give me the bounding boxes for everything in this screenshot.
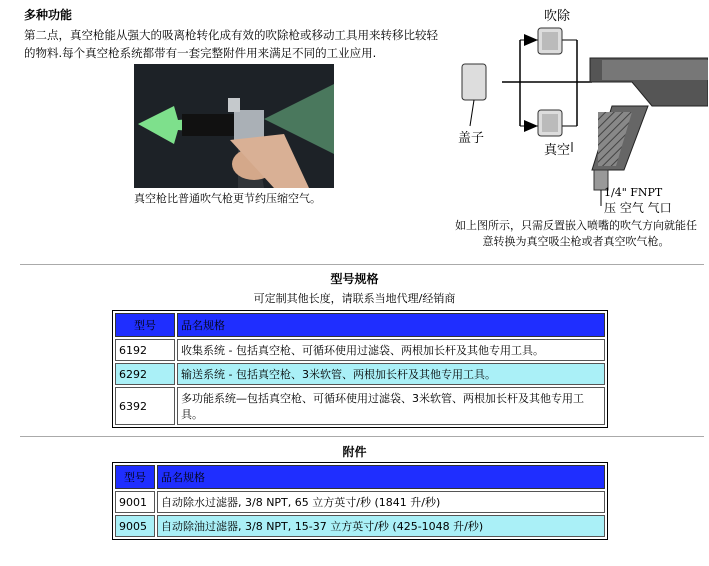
cell-model: 9005	[115, 515, 155, 537]
table-header-row	[115, 465, 605, 489]
cell-model: 6392	[115, 387, 175, 425]
blow-vacuum-diagram	[452, 2, 708, 216]
cell-desc: 收集系统 - 包括真空枪、可循环使用过滤袋、两根加长杆及其他专用工具。	[177, 339, 605, 361]
label-cap: 盖子	[458, 131, 485, 146]
table-row	[115, 491, 605, 513]
label-fnpt: 1/4" FNPT	[604, 186, 663, 199]
right-diagram-caption: 如上图所示，只需反置嵌入喷嘴的吹气方向就能任意转换为真空吸尘枪或者真空吹气枪。	[455, 219, 697, 248]
table-row	[115, 363, 605, 385]
cell-desc: 多功能系统—包括真空枪、可循环使用过滤袋、3米软管、两根加长杆及其他专用工具。	[177, 387, 605, 425]
table-row	[115, 339, 605, 361]
header-model: 型号	[115, 313, 175, 337]
label-air-port: 压 空气 气口	[604, 201, 672, 215]
header-desc: 品名规格	[177, 313, 605, 337]
spec-subtitle: 可定制其他长度，请联系当地代理/经销商	[253, 292, 456, 305]
vacuum-gun-photo	[134, 64, 334, 188]
table-row	[115, 387, 605, 425]
spec-title: 型号规格	[330, 272, 379, 286]
header-desc: 品名规格	[157, 465, 605, 489]
accessories-table	[112, 462, 608, 540]
vacuum-gun-illustration	[134, 64, 334, 188]
label-vacuum: 真空	[544, 143, 571, 158]
cell-desc: 自动除水过滤器, 3/8 NPT, 65 立方英寸/秒 (1841 升/秒)	[157, 491, 605, 513]
table-row	[115, 515, 605, 537]
table-header-row	[115, 313, 605, 337]
label-blow: 吹除	[544, 9, 571, 24]
cell-desc: 自动除油过滤器, 3/8 NPT, 15-37 立方英寸/秒 (425-1048 升/秒)	[157, 515, 605, 537]
cell-model: 6292	[115, 363, 175, 385]
divider	[20, 436, 704, 437]
header-model: 型号	[115, 465, 155, 489]
accessories-title: 附件	[342, 445, 367, 459]
intro-paragraph: 第二点，真空枪能从强大的吸离枪转化成有效的吹除枪或移动工具用来转移比较轻的物料.每个真空枪系统都带有一套完整附件用来满足不同的工业应用.	[24, 28, 438, 60]
left-photo-caption: 真空枪比普通吹气枪更节约压缩空气。	[134, 192, 321, 205]
cell-model: 9001	[115, 491, 155, 513]
cell-model: 6192	[115, 339, 175, 361]
gun-schematic	[452, 2, 708, 216]
spec-table	[112, 310, 608, 428]
divider	[20, 264, 704, 265]
section-heading: 多种功能	[24, 8, 73, 22]
cell-desc: 输送系统 - 包括真空枪、3米软管、两根加长杆及其他专用工具。	[177, 363, 605, 385]
